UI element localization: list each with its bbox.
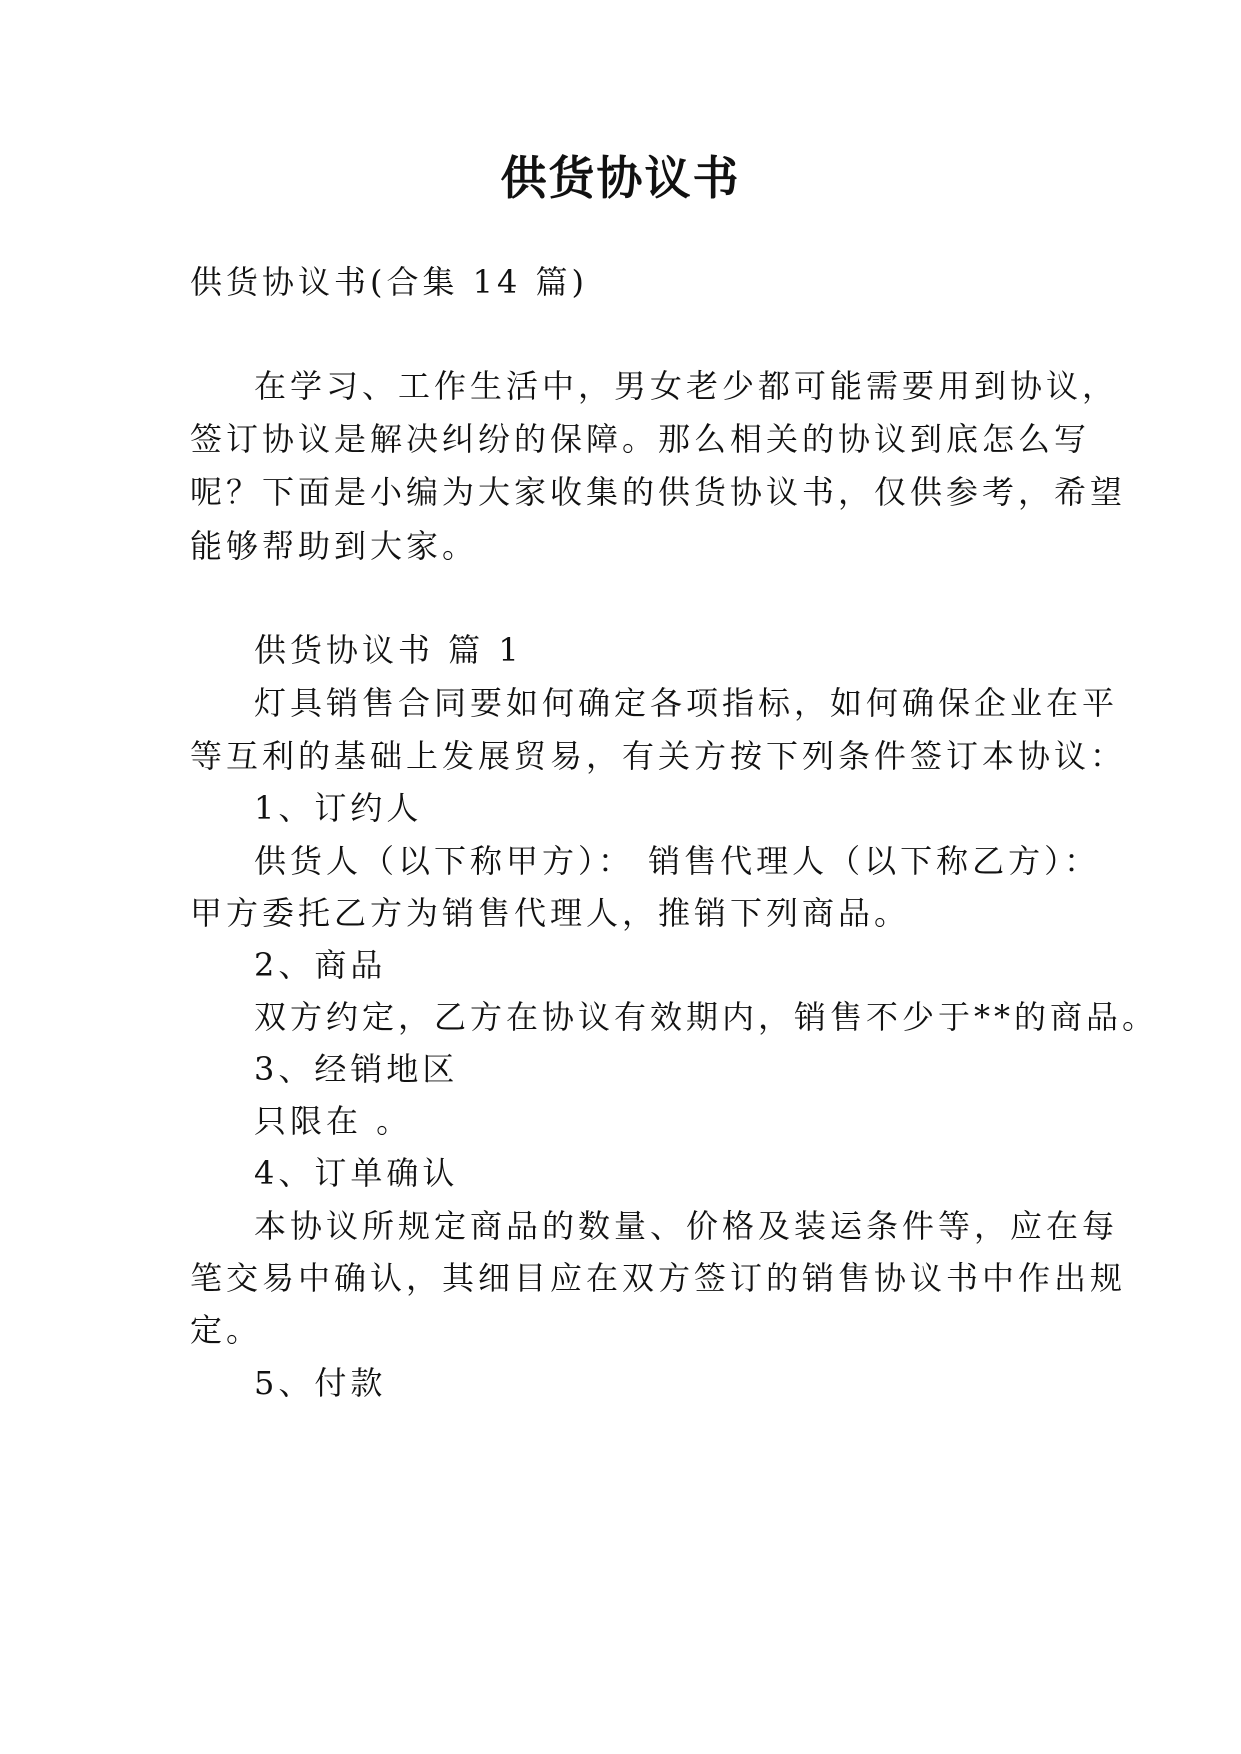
item-1-line: 供货人（以下称甲方）： 销售代理人（以下称乙方）： [254, 842, 1101, 880]
item-4-line: 定。 [190, 1311, 263, 1349]
item-3-text: 只限在 。 [254, 1102, 413, 1140]
item-4-heading: 4、订单确认 [254, 1154, 459, 1192]
document-subtitle: 供货协议书(合集 14 篇) [190, 263, 589, 301]
item-3-heading: 3、经销地区 [254, 1050, 459, 1088]
item-5-heading: 5、付款 [254, 1364, 387, 1402]
paragraph-line: 灯具销售合同要如何确定各项指标，如何确保企业在平 [254, 684, 1119, 722]
intro-line-2: 签订协议是解决纠纷的保障。那么相关的协议到底怎么写 [190, 420, 1091, 458]
document-title: 供货协议书 [500, 151, 741, 205]
item-2-heading: 2、商品 [254, 946, 387, 984]
item-1-heading: 1、订约人 [254, 789, 423, 827]
intro-line-4: 能够帮助到大家。 [190, 527, 479, 565]
item-2-text: 双方约定，乙方在协议有效期内，销售不少于**的商品。 [254, 998, 1159, 1036]
section-heading: 供货协议书 篇 1 [254, 631, 523, 669]
intro-line-1: 在学习、工作生活中，男女老少都可能需要用到协议， [254, 367, 1119, 405]
paragraph-line: 等互利的基础上发展贸易，有关方按下列条件签订本协议： [190, 737, 1127, 775]
item-4-line: 本协议所规定商品的数量、价格及装运条件等，应在每 [254, 1207, 1119, 1245]
item-1-line: 甲方委托乙方为销售代理人，推销下列商品。 [190, 894, 911, 932]
item-4-line: 笔交易中确认，其细目应在双方签订的销售协议书中作出规 [190, 1259, 1127, 1297]
intro-line-3: 呢？下面是小编为大家收集的供货协议书，仅供参考，希望 [190, 473, 1127, 511]
